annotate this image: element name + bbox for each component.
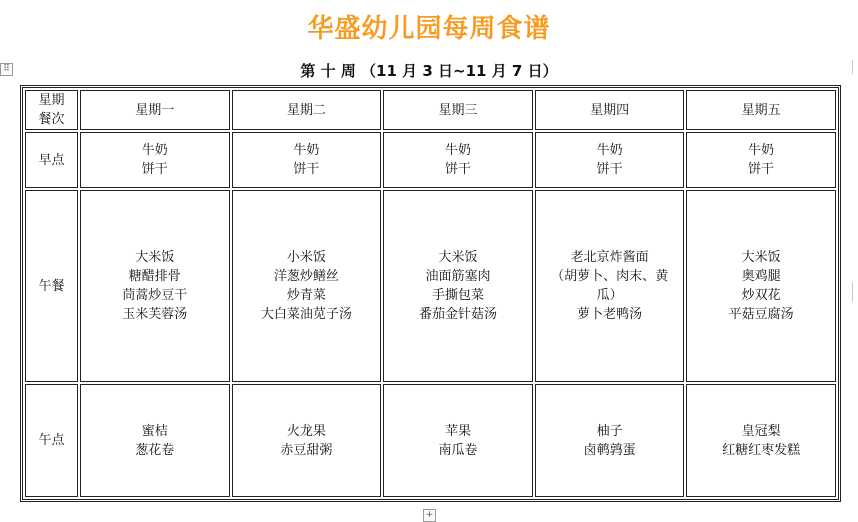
menu-cell	[232, 132, 382, 188]
dish-item: 苹果	[444, 423, 471, 439]
menu-cell	[686, 384, 836, 497]
table-right-edge-marker-2	[852, 282, 853, 302]
meal-row	[25, 384, 836, 497]
page-title: 华盛幼儿园每周食谱	[307, 14, 551, 44]
dish-item: 牛奶	[444, 143, 471, 158]
dish-item: 皇冠梨	[741, 423, 781, 439]
menu-cell	[80, 384, 230, 497]
dish-item: 萝卜老鸭汤	[577, 307, 643, 322]
menu-cell	[383, 384, 533, 497]
menu-cell	[535, 384, 685, 497]
dish-item: 油面筋塞肉	[425, 269, 491, 284]
menu-cell	[232, 190, 382, 382]
dish-item: 洋葱炒鳝丝	[273, 269, 339, 284]
add-row-icon[interactable]: +	[423, 509, 436, 522]
dish-item: 奥鸡腿	[741, 269, 781, 284]
dish-item: 牛奶	[293, 143, 320, 158]
dish-item: （胡萝卜、肉末、黄	[551, 269, 669, 284]
dish-item: 平菇豆腐汤	[728, 307, 794, 322]
dish-item: 老北京炸酱面	[570, 250, 649, 265]
table-right-edge-marker	[852, 60, 853, 74]
dish-item: 卤鹌鹑蛋	[583, 442, 636, 458]
dish-item: 葱花卷	[135, 442, 175, 458]
meal-row	[25, 132, 836, 188]
dish-item: 饼干	[748, 162, 775, 177]
dish-item: 饼干	[293, 162, 320, 177]
dish-item: 赤豆甜粥	[280, 442, 333, 458]
menu-cell	[535, 190, 685, 382]
header-row	[25, 90, 836, 130]
dish-item: 炒青菜	[286, 288, 326, 303]
dish-item: 玉米芙蓉汤	[122, 307, 188, 322]
dish-item: 饼干	[141, 162, 168, 177]
dish-item: 蜜桔	[141, 423, 168, 439]
day-header: 星期四	[535, 90, 685, 130]
menu-cell	[535, 132, 685, 188]
day-header: 星期一	[80, 90, 230, 130]
dish-item: 牛奶	[141, 143, 168, 158]
day-header: 星期二	[232, 90, 382, 130]
meal-label: 午餐	[25, 190, 78, 382]
menu-cell	[232, 384, 382, 497]
dish-item: 饼干	[444, 162, 471, 177]
meal-label: 早点	[25, 132, 78, 188]
meal-label: 午点	[25, 384, 78, 497]
corner-cell	[25, 90, 78, 130]
menu-cell	[383, 132, 533, 188]
dish-item: 番茄金针菇汤	[418, 307, 497, 322]
dish-item: 牛奶	[748, 143, 775, 158]
dish-item: 火龙果	[286, 423, 326, 439]
dish-item: 糖醋排骨	[128, 269, 181, 284]
dish-item: 饼干	[596, 162, 623, 177]
dish-item: 小米饭	[286, 250, 326, 265]
dish-item: 瓜）	[596, 288, 623, 303]
dish-item: 红糖红枣发糕	[722, 442, 801, 458]
dish-item: 牛奶	[596, 143, 623, 158]
day-header: 星期五	[686, 90, 836, 130]
dish-item: 手撕包菜	[431, 288, 484, 303]
meal-row	[25, 190, 836, 382]
day-header: 星期三	[383, 90, 533, 130]
dish-item: 大米饭	[741, 250, 781, 265]
week-subtitle: 第 十 周 （11 月 3 日~11 月 7 日）	[300, 62, 558, 80]
menu-cell	[686, 190, 836, 382]
menu-cell	[686, 132, 836, 188]
dish-item: 茼蒿炒豆干	[122, 288, 188, 303]
corner-top-label: 星期	[38, 93, 65, 108]
menu-cell	[80, 190, 230, 382]
menu-cell	[80, 132, 230, 188]
dish-item: 炒双花	[741, 288, 781, 303]
dish-item: 南瓜卷	[438, 442, 478, 458]
dish-item: 大白菜油苋子汤	[260, 307, 352, 322]
table-move-handle-icon[interactable]: ⠿	[0, 63, 13, 76]
dish-item: 大米饭	[438, 250, 478, 265]
menu-cell	[383, 190, 533, 382]
weekly-menu-table	[20, 85, 841, 502]
dish-item: 大米饭	[135, 250, 175, 265]
corner-bottom-label: 餐次	[38, 112, 65, 127]
dish-item: 柚子	[596, 423, 623, 439]
